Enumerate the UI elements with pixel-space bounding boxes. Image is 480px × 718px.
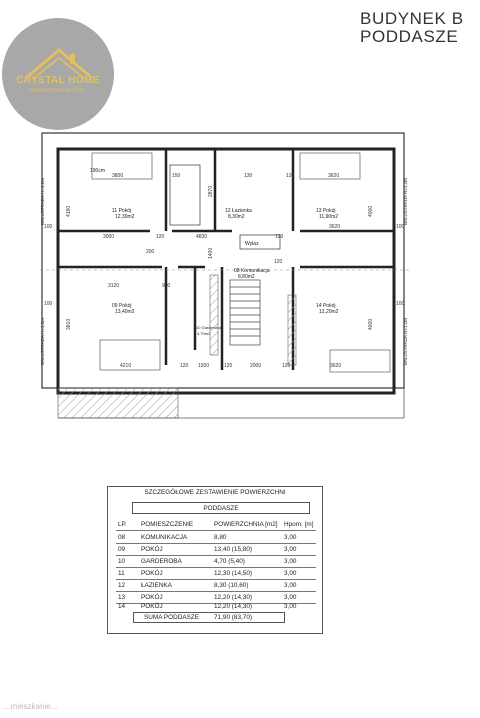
- cell-name: POKÓJ: [141, 546, 163, 553]
- cell-name: POKÓJ: [141, 570, 163, 577]
- room-11-label: 11 Pokój: [112, 208, 132, 214]
- cell-lp: 13: [118, 594, 126, 601]
- cell-height: 3,00: [284, 546, 297, 553]
- dim: 4000: [368, 205, 374, 217]
- dim: 1400: [208, 247, 214, 259]
- logo-tagline: NIERUCHOMOŚCI: [29, 88, 87, 94]
- header-height: Hpom. [m]: [284, 521, 314, 528]
- table-row: [116, 602, 316, 611]
- cell-lp: 10: [118, 558, 126, 565]
- room-11-area: 12,30m2: [115, 214, 135, 220]
- building-name: BUDYNEK B: [360, 9, 464, 28]
- cell-lp: 09: [118, 546, 126, 553]
- void-label: Wyłaz: [245, 241, 259, 247]
- room-09-area: 13,40m2: [115, 309, 135, 315]
- cell-height: 3,00: [284, 558, 297, 565]
- room-08-label: 08 Komunikacja: [234, 268, 270, 274]
- dim: 120: [224, 363, 233, 369]
- header-lp: LP.: [118, 521, 127, 528]
- table-row: [116, 545, 316, 554]
- table-row: [116, 581, 316, 590]
- dim: 4210: [120, 363, 132, 369]
- dim: 150: [172, 173, 181, 179]
- room-10-label: 10 Garderoba: [196, 325, 221, 330]
- room-14-label: 14 Pokój: [316, 303, 336, 309]
- balustrade-left-2: BALUSTRADA H=1,1m: [40, 318, 45, 365]
- cell-name: POKÓJ: [141, 594, 163, 601]
- table-section: PODDASZE: [132, 502, 310, 514]
- dim: 3810: [66, 318, 72, 330]
- cell-name: ŁAZIENKA: [141, 582, 172, 589]
- cell-height: 3,00: [284, 534, 297, 541]
- cell-name: GARDEROBA: [141, 558, 182, 565]
- room-08-area: 8,80m2: [238, 274, 255, 280]
- cell-area: 13,40 (15,80): [214, 546, 253, 553]
- dim: 120: [282, 363, 291, 369]
- dim: 120: [156, 234, 165, 240]
- cell-lp: 14: [118, 603, 126, 610]
- footer-watermark: ...mieszkanie...: [4, 702, 58, 711]
- cell-area: 12,20 (14,30): [214, 603, 253, 610]
- dim: 900: [162, 283, 171, 289]
- dim: 1500: [198, 363, 210, 369]
- dim: 120: [275, 234, 284, 240]
- area-table: [107, 486, 323, 634]
- table-row: [116, 557, 316, 566]
- room-12-label: 12 Łazienka: [225, 208, 252, 214]
- room-14-area: 12,20m2: [319, 309, 339, 315]
- terrace-hatch: [58, 388, 178, 418]
- dim: 3000: [103, 234, 115, 240]
- dim: 120: [180, 363, 189, 369]
- dim: 3620: [330, 363, 342, 369]
- cell-height: 3,00: [284, 582, 297, 589]
- room-12-area: 8,30m2: [228, 214, 245, 220]
- dim: 200: [146, 249, 155, 255]
- room-13-area: 11,90m2: [319, 214, 339, 220]
- cell-area: 12,20 (14,30): [214, 594, 253, 601]
- table-title: SZCZEGÓŁOWE ZESTAWIENIE POWIERZCHNI: [144, 489, 286, 496]
- plan-heading: [360, 10, 470, 46]
- dim: 3120: [108, 283, 120, 289]
- room-13-label: 13 Pokój: [316, 208, 336, 214]
- balustrade-right: BALUSTRADA H=1,1m: [403, 178, 408, 225]
- table-row: [116, 533, 316, 542]
- dim: 4830: [196, 234, 208, 240]
- dim: 120: [274, 259, 283, 265]
- table-row: [116, 593, 316, 602]
- room-09-label: 09 Pokój: [112, 303, 132, 309]
- table-row: [116, 569, 316, 578]
- balustrade-right-2: BALUSTRADA H=1,1m: [403, 318, 408, 365]
- dim: 100: [44, 224, 53, 230]
- logo-brand: CRYSTAL HOME: [16, 75, 100, 86]
- dim: 100: [396, 301, 405, 307]
- dim: 130: [244, 173, 253, 179]
- balustrade-left: BALUSTRADA H=1,1m: [40, 178, 45, 225]
- cell-height: 3,00: [284, 594, 297, 601]
- cell-height: 3,00: [284, 603, 297, 610]
- table-header-row: [116, 520, 316, 529]
- dim: 3800: [112, 173, 124, 179]
- cell-name: KOMUNIKACJA: [141, 534, 188, 541]
- header-name: POMIESZCZENIE: [141, 521, 194, 528]
- cell-lp: 11: [118, 570, 125, 577]
- cell-area: 8,30 (10,60): [214, 582, 249, 589]
- room-10-area: 4,70m2: [197, 331, 211, 336]
- cell-area: 12,30 (14,50): [214, 570, 253, 577]
- cell-height: 3,00: [284, 570, 297, 577]
- cell-area: 4,70 (5,40): [214, 558, 245, 565]
- dim: 100: [396, 224, 405, 230]
- dim: 4190: [66, 205, 72, 217]
- agency-logo: [2, 18, 114, 130]
- cell-name: POKÓJ: [141, 603, 163, 610]
- dim: 120: [286, 173, 295, 179]
- floor-name: PODDASZE: [360, 27, 459, 46]
- sum-row: [116, 613, 316, 622]
- dim: 100: [44, 301, 53, 307]
- dim: 3620: [329, 224, 341, 230]
- cell-area: 8,80: [214, 534, 227, 541]
- sum-value: 71,90 (83,70): [214, 614, 253, 621]
- header-area: POWIERZCHNIA [m2]: [214, 521, 278, 528]
- dim: 3620: [328, 173, 340, 179]
- dim: 4000: [368, 318, 374, 330]
- floor-plan: [0, 125, 480, 425]
- dim: 2870: [208, 185, 214, 197]
- cell-lp: 08: [118, 534, 126, 541]
- dim: 2000: [250, 363, 262, 369]
- top-left-note: 190cm: [90, 168, 106, 174]
- cell-lp: 12: [118, 582, 126, 589]
- sum-label: SUMA PODDASZE: [144, 614, 200, 621]
- inner-wall: [58, 149, 394, 393]
